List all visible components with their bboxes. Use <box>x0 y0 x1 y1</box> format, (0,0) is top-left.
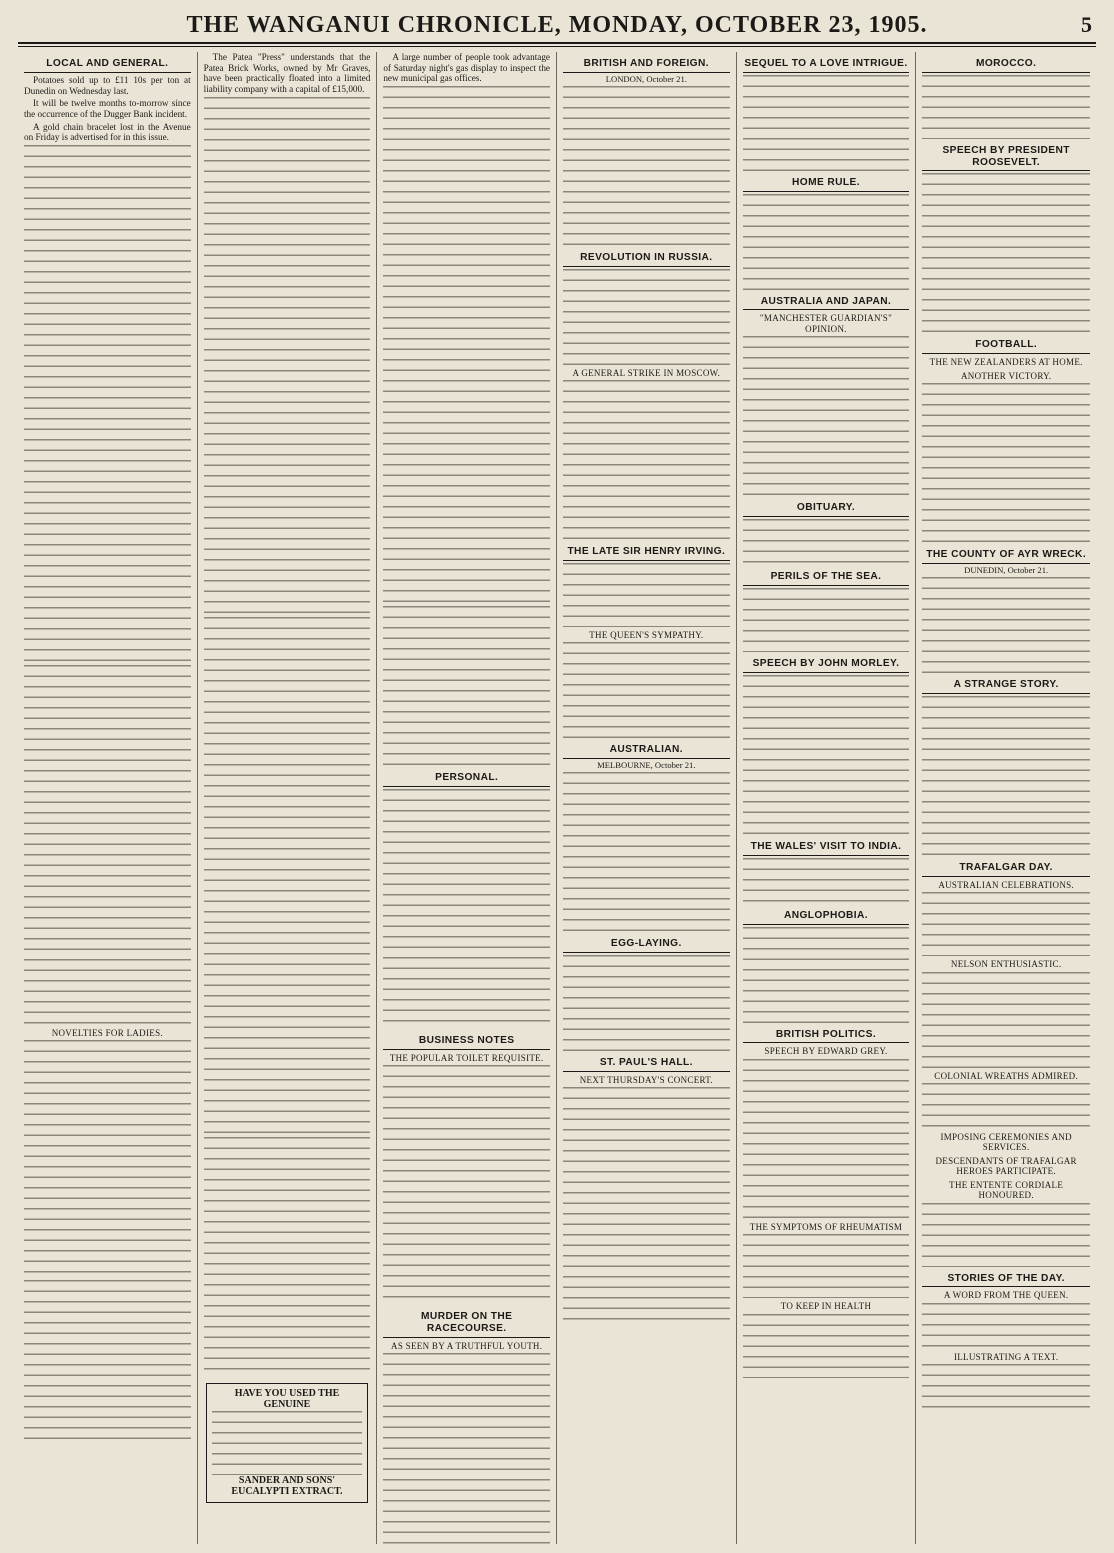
masthead <box>18 8 1096 44</box>
text-block <box>922 577 1090 673</box>
heading-football: FOOTBALL. <box>922 339 1090 354</box>
text-block <box>383 1353 550 1544</box>
text-block <box>922 173 1090 333</box>
masthead-rule <box>18 46 1096 47</box>
column-3 <box>377 52 557 1544</box>
column-5 <box>737 52 917 1544</box>
subheading-queens-sympathy: THE QUEEN'S SYMPATHY. <box>589 629 704 640</box>
heading-home-rule: HOME RULE. <box>743 177 910 192</box>
text-block <box>24 1280 191 1440</box>
text-block <box>24 665 191 1025</box>
heading-obituary: OBITUARY. <box>743 502 910 517</box>
heading-strange-story: A STRANGE STORY. <box>922 679 1090 694</box>
text-block <box>922 1303 1090 1349</box>
article-columns <box>18 52 1096 1544</box>
heading-british-foreign: BRITISH AND FOREIGN. <box>563 58 730 73</box>
page-title: THE WANGANUI CHRONICLE, MONDAY, OCTOBER 23, 1905. <box>186 11 928 38</box>
heading-australian: AUSTRALIAN. <box>563 744 730 759</box>
column-4 <box>557 52 737 1544</box>
subheading-toilet: THE POPULAR TOILET REQUISITE. <box>389 1052 544 1063</box>
text-block <box>563 269 730 365</box>
subheading-descendants: DESCENDANTS OF TRAFALGAR HEROES PARTICIPATE. <box>935 1155 1077 1177</box>
heading-australia-japan: AUSTRALIA AND JAPAN. <box>743 296 910 311</box>
subheading-word-from-queen: A WORD FROM THE QUEEN. <box>943 1290 1069 1301</box>
text-block <box>922 383 1090 543</box>
heading-morocco: MOROCCO. <box>922 58 1090 73</box>
heading-ayr-wreck: THE COUNTY OF AYR WRECK. <box>922 549 1090 564</box>
heading-stories-of-day: STORIES OF THE DAY. <box>922 1273 1090 1288</box>
heading-roosevelt-speech: SPEECH BY PRESIDENT ROOSEVELT. <box>922 145 1090 172</box>
text-block <box>383 86 550 606</box>
text-block <box>922 1364 1090 1410</box>
subheading-celebrations: AUSTRALIAN CELEBRATIONS. <box>938 879 1075 890</box>
text-block <box>743 1314 910 1378</box>
text-block <box>743 858 910 904</box>
subheading-general-strike: A GENERAL STRIKE IN MOSCOW. <box>572 367 721 378</box>
article-paragraph: It will be twelve months to-morrow since the occurrence of the Dugger Bank incident. <box>24 98 191 119</box>
heading-st-pauls-hall: ST. PAUL'S HALL. <box>563 1057 730 1072</box>
subheading-another-victory: ANOTHER VICTORY. <box>961 370 1052 381</box>
text-block <box>204 617 371 1137</box>
text-block <box>383 789 550 1029</box>
text-block <box>563 642 730 738</box>
heading-british-politics: BRITISH POLITICS. <box>743 1029 910 1044</box>
text-block <box>743 675 910 835</box>
article-paragraph: Potatoes sold up to £11 10s per ton at Dunedin on Wednesday last. <box>24 74 191 96</box>
text-block <box>743 588 910 652</box>
heading-business-notes: BUSINESS NOTES <box>383 1035 550 1050</box>
heading-anglophobia: ANGLOPHOBIA. <box>743 910 910 925</box>
heading-henry-irving: THE LATE SIR HENRY IRVING. <box>563 546 730 561</box>
column-2 <box>198 52 378 1544</box>
ad-headline: HAVE YOU USED THE GENUINE <box>234 1387 340 1411</box>
subheading-illustrating-text: ILLUSTRATING A TEXT. <box>953 1351 1059 1362</box>
heading-perils-sea: PERILS OF THE SEA. <box>743 571 910 586</box>
text-block <box>383 606 550 766</box>
column-6 <box>916 52 1096 1544</box>
ad-text-block <box>212 1411 363 1475</box>
text-block <box>563 380 730 540</box>
subheading-nz-at-home: THE NEW ZEALANDERS AT HOME. <box>929 357 1083 368</box>
text-block <box>922 892 1090 956</box>
text-block <box>743 194 910 290</box>
text-block <box>563 86 730 246</box>
text-block <box>24 145 191 665</box>
text-block <box>922 75 1090 139</box>
column-1 <box>18 52 198 1544</box>
article-paragraph: The Patea "Press" understands that the Patea Brick Works, owned by Mr Graves, have been practically floated into a limited liability company with a capital of £15,000. <box>203 52 371 95</box>
heading-love-intrigue: SEQUEL TO A LOVE INTRIGUE. <box>743 58 910 73</box>
text-block <box>204 97 371 617</box>
subheading-wreaths: COLONIAL WREATHS ADMIRED. <box>934 1070 1079 1081</box>
subheading-entente: THE ENTENTE CORDIALE HONOURED. <box>949 1179 1064 1201</box>
dateline: MELBOURNE, October 21. <box>597 760 696 771</box>
heading-local-and-general: LOCAL AND GENERAL. <box>24 58 191 73</box>
dateline: DUNEDIN, October 21. <box>964 565 1049 576</box>
text-block <box>922 972 1090 1068</box>
text-block <box>743 1234 910 1298</box>
ad-footer: SANDER AND SONS' EUCALYPTI EXTRACT. <box>231 1474 343 1498</box>
text-block <box>743 519 910 565</box>
article-paragraph: A gold chain bracelet lost in the Avenue on Friday is advertised for in this issue. <box>24 121 191 143</box>
text-block <box>743 927 910 1023</box>
heading-revolution-russia: REVOLUTION IN RUSSIA. <box>563 252 730 267</box>
subheading-concert: NEXT THURSDAY'S CONCERT. <box>579 1074 713 1085</box>
text-block <box>922 1203 1090 1267</box>
text-block <box>563 563 730 627</box>
text-block <box>563 772 730 932</box>
text-block <box>563 1087 730 1327</box>
subheading-opinion: "MANCHESTER GUARDIAN'S" OPINION. <box>759 313 893 334</box>
page-number: 5 <box>1081 12 1092 37</box>
text-block <box>922 1083 1090 1129</box>
heading-wales-visit: THE WALES' VISIT TO INDIA. <box>743 841 910 856</box>
text-block <box>743 336 910 496</box>
dateline: LONDON, October 21. <box>605 73 687 84</box>
text-block <box>743 1059 910 1219</box>
article-paragraph: A large number of people took advantage of Saturday night's gas display to inspect the new municipal gas offices. <box>383 52 550 84</box>
subheading-nelson: NELSON ENTHUSIASTIC. <box>950 959 1062 970</box>
heading-trafalgar-day: TRAFALGAR DAY. <box>922 862 1090 877</box>
text-block <box>383 1065 550 1305</box>
advertisement-eucalypti <box>206 1383 369 1503</box>
heading-personal: PERSONAL. <box>383 772 550 787</box>
heading-egg-laying: EGG-LAYING. <box>563 938 730 953</box>
subheading-grey-speech: SPEECH BY EDWARD GREY. <box>764 1046 888 1057</box>
text-block <box>922 696 1090 856</box>
text-block <box>24 1040 191 1280</box>
subheading-rheumatism: THE SYMPTOMS OF RHEUMATISM <box>749 1221 903 1232</box>
heading-murder: MURDER ON THE RACECOURSE. <box>383 1311 550 1338</box>
text-block <box>563 955 730 1051</box>
subheading-novelties: NOVELTIES FOR LADIES. <box>51 1027 163 1038</box>
text-block <box>204 1137 371 1377</box>
heading-morley-speech: SPEECH BY JOHN MORLEY. <box>743 658 910 673</box>
subheading-health: TO KEEP IN HEALTH <box>780 1301 872 1312</box>
subheading-ceremonies: IMPOSING CEREMONIES AND SERVICES. <box>940 1131 1072 1153</box>
text-block <box>743 75 910 171</box>
subheading-truthful-youth: AS SEEN BY A TRUTHFUL YOUTH. <box>391 1340 543 1351</box>
